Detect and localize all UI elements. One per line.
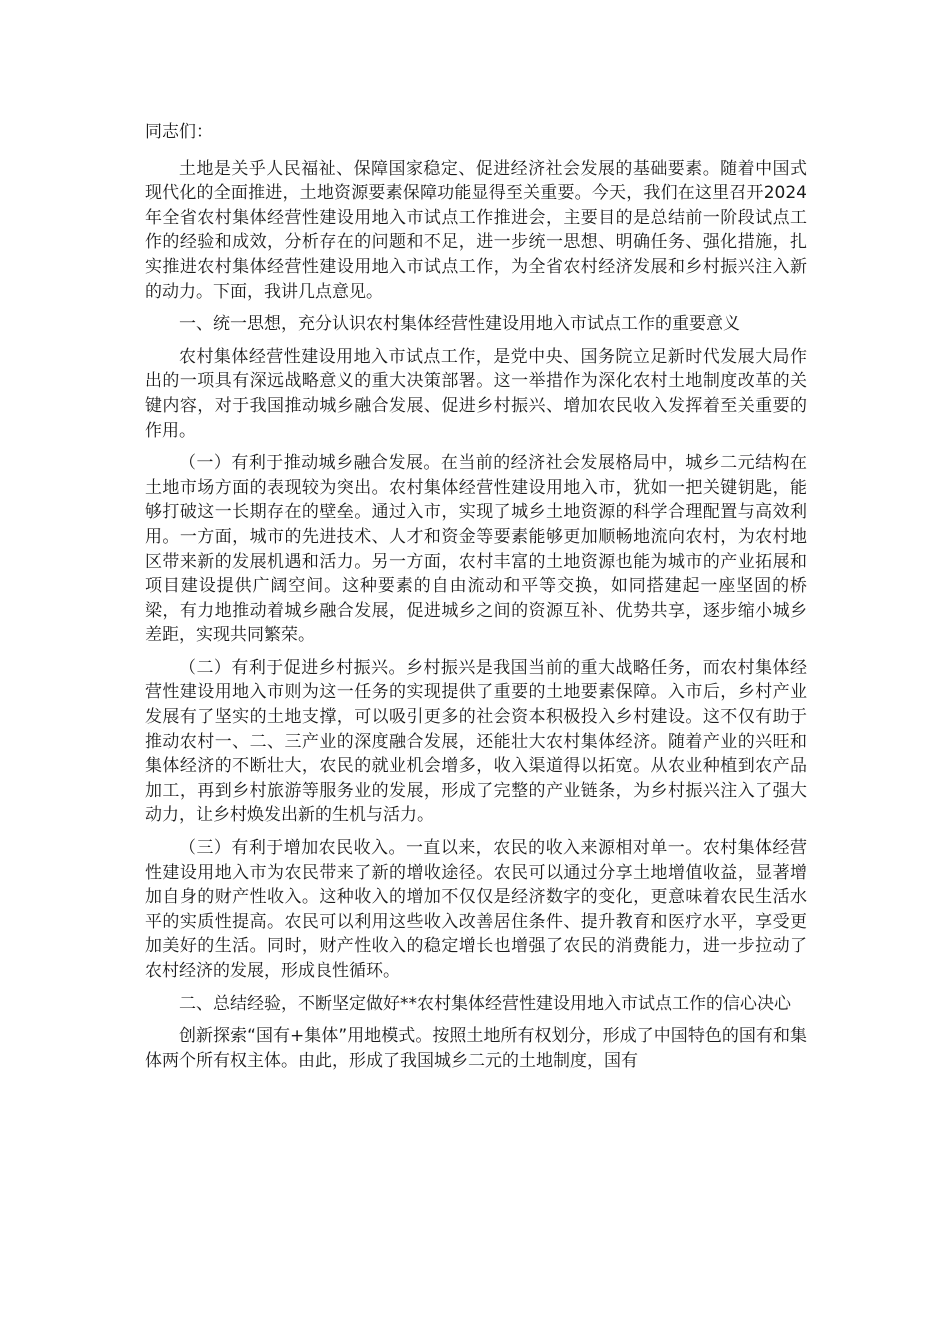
subsection-1-paragraph: （一）有利于推动城乡融合发展。在当前的经济社会发展格局中，城乡二元结构在土地市场方面的表现较为突出。农村集体经营性建设用地入市，犹如一把关键钥匙，能够打破这一长期存在的壁垒。通过入市，实现了城乡土地资源的科学合理配置与高效利用。一方面，城市的先进技术、人才和资金等要素能够更加顺畅地流向农村，为农村地区带来新的发展机遇和活力。另一方面，农村丰富的土地资源也能为城市的产业拓展和项目建设提供广阔空间。这种要素的自由流动和平等交换，如同搭建起一座坚固的桥梁，有力地推动着城乡融合发展，促进城乡之间的资源互补、优势共享，逐步缩小城乡差距，实现共同繁荣。 bbox=[145, 453, 807, 646]
section-2-paragraph: 创新探索“国有+集体”用地模式。按照土地所有权划分，形成了中国特色的国有和集体两个所有权主体。由此，形成了我国城乡二元的土地制度，国有 bbox=[145, 1026, 807, 1071]
subsection-2-paragraph: （二）有利于促进乡村振兴。乡村振兴是我国当前的重大战略任务，而农村集体经营性建设用地入市则为这一任务的实现提供了重要的土地要素保障。入市后，乡村产业发展有了坚实的土地支撑，可以吸引更多的社会资本积极投入乡村建设。这不仅有助于推动农村一、二、三产业的深度融合发展，还能壮大农村集体经济。随着产业的兴旺和集体经济的不断壮大，农民的就业机会增多，收入渠道得以拓宽。从农业种植到农产品加工，再到乡村旅游等服务业的发展，形成了完整的产业链条，为乡村振兴注入了强大动力，让乡村焕发出新的生机与活力。 bbox=[145, 657, 807, 826]
document-body bbox=[145, 120, 807, 1081]
section-1-paragraph: 农村集体经营性建设用地入市试点工作，是党中央、国务院立足新时代发展大局作出的一项具有深远战略意义的重大决策部署。这一举措作为深化农村土地制度改革的关键内容，对于我国推动城乡融合发展、促进乡村振兴、增加农民收入发挥着至关重要的作用。 bbox=[145, 346, 807, 441]
subsection-3-paragraph: （三）有利于增加农民收入。一直以来，农民的收入来源相对单一。农村集体经营性建设用地入市为农民带来了新的增收途径。农民可以通过分享土地增值收益，显著增加自身的财产性收入。这种收入的增加不仅仅是经济数字的变化，更意味着农民生活水平的实质性提高。农民可以利用这些收入改善居住条件、提升教育和医疗水平，享受更加美好的生活。同时，财产性收入的稳定增长也增强了农民的消费能力，进一步拉动了农村经济的发展，形成良性循环。 bbox=[145, 838, 807, 981]
section-heading-2: 二、总结经验，不断坚定做好**农村集体经营性建设用地入市试点工作的信心决心 bbox=[179, 993, 791, 1014]
intro-paragraph: 土地是关乎人民福祉、保障国家稳定、促进经济社会发展的基础要素。随着中国式现代化的全面推进，土地资源要素保障功能显得至关重要。今天，我们在这里召开2024年全省农村集体经营性建设用地入市试点工作推进会，主要目的是总结前一阶段试点工作的经验和成效，分析存在的问题和不足，进一步统一思想、明确任务、强化措施，扎实推进农村集体经营性建设用地入市试点工作，为全省农村经济发展和乡村振兴注入新的动力。下面，我讲几点意见。 bbox=[145, 158, 807, 302]
greeting: 同志们： bbox=[145, 122, 213, 142]
section-heading-1: 一、统一思想，充分认识农村集体经营性建设用地入市试点工作的重要意义 bbox=[179, 314, 740, 335]
